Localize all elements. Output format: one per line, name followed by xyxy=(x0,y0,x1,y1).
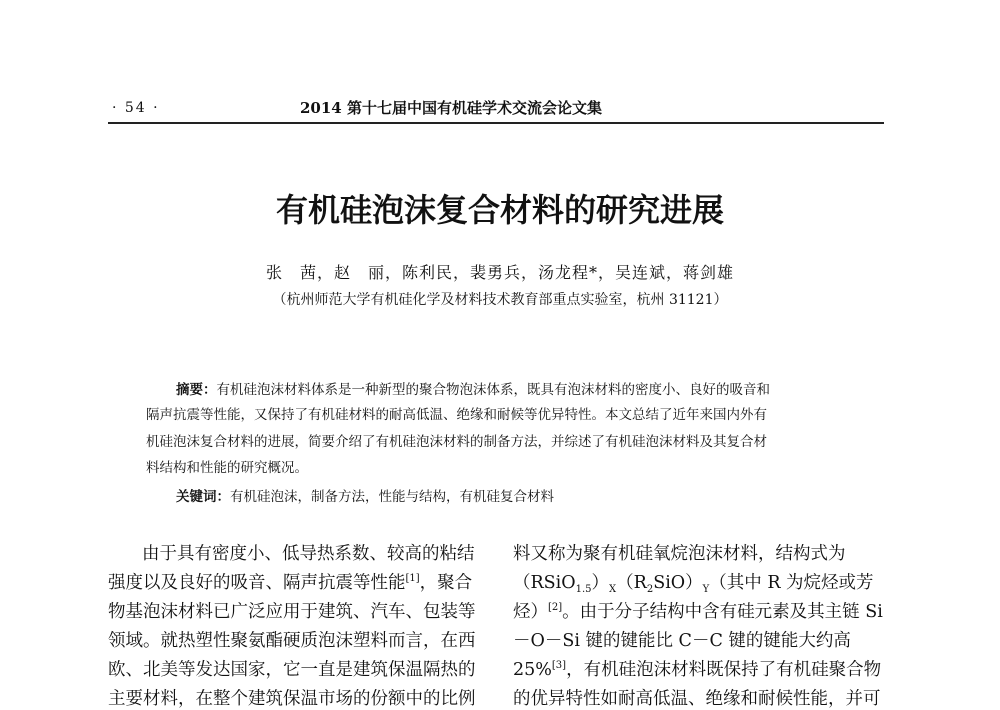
body-text-line: 领域。就热塑性聚氨酯硬质泡沫塑料而言，在西 xyxy=(108,631,476,651)
body-text-line: 欧、北美等发达国家，它一直是建筑保温隔热的 xyxy=(108,660,476,680)
header-rule xyxy=(108,122,884,124)
abstract-line xyxy=(176,378,770,398)
abstract-line: 机硅泡沫复合材料的进展，简要介绍了有机硅泡沫材料的制备方法，并综述了有机硅泡沫材料及其复合材 xyxy=(146,434,767,450)
formula-subscript: X xyxy=(609,584,617,595)
body-text-line xyxy=(513,656,881,681)
body-text-line xyxy=(108,569,472,594)
running-header: 2014 第十七届中国有机硅学术交流会论文集 xyxy=(300,99,602,117)
body-text-span: ，聚合 xyxy=(419,573,473,593)
affiliation: （杭州师范大学有机硅化学及材料技术教育部重点实验室，杭州 31121） xyxy=(272,292,728,308)
citation-ref: [3] xyxy=(551,660,567,671)
formula-part: （其中 R 为烷烃或芳 xyxy=(709,573,874,593)
page-number: · 54 · xyxy=(112,100,160,116)
abstract-line: 料结构和性能的研究概况。 xyxy=(146,460,308,476)
abstract-text: 有机硅泡沫材料体系是一种新型的聚合物泡沫体系，既具有泡沫材料的密度小、良好的吸音和 xyxy=(216,382,770,398)
formula-line xyxy=(513,569,874,595)
keywords-text: 有机硅泡沫，制备方法，性能与结构，有机硅复合材料 xyxy=(230,489,554,505)
formula-subscript: 2 xyxy=(646,584,654,595)
abstract-line: 隔声抗震等性能，又保持了有机硅材料的耐高低温、绝缘和耐候等优异特性。本文总结了近年来国内外有 xyxy=(146,407,767,423)
formula-part: （R xyxy=(616,573,647,593)
body-text-span: ，有机硅泡沫材料既保持了有机硅聚合物 xyxy=(566,660,882,680)
author-list: 张 茜，赵 丽，陈利民，裴勇兵，汤龙程*，吴连斌，蒋剑雄 xyxy=(265,263,734,282)
formula-part: ） xyxy=(591,573,610,593)
body-text-span: 强度以及良好的吸音、隔声抗震等性能 xyxy=(108,573,406,593)
citation-ref: [2] xyxy=(548,602,563,613)
paper-title: 有机硅泡沫复合材料的研究进展 xyxy=(275,191,724,229)
body-text-line: －O－Si 键的键能比 C－C 键的键能大约高 xyxy=(513,631,851,651)
keywords-line xyxy=(176,485,554,505)
formula-subscript: Y xyxy=(702,584,710,595)
body-text-line: 由于具有密度小、低导热系数、较高的粘结 xyxy=(142,544,475,564)
body-text-span: 烃） xyxy=(513,602,548,622)
body-text-line: 主要材料，在整个建筑保温市场的份额中的比例 xyxy=(108,689,476,709)
abstract-label: 摘要： xyxy=(176,382,217,398)
body-text-line: 料又称为聚有机硅氧烷泡沫材料，结构式为 xyxy=(513,544,846,564)
body-text-line: 物基泡沫材料已广泛应用于建筑、汽车、包装等 xyxy=(108,602,476,622)
formula-subscript: 1.5 xyxy=(575,584,592,595)
keywords-label: 关键词： xyxy=(176,489,230,505)
formula-part: SiO） xyxy=(653,573,703,593)
body-text-line xyxy=(513,598,883,623)
formula-part: （RSiO xyxy=(513,573,576,593)
body-text-span: 25% xyxy=(513,660,552,680)
body-text-span: 。由于分子结构中含有硅元素及其主链 Si xyxy=(562,602,883,622)
citation-ref: [1] xyxy=(405,573,420,584)
body-text-line: 的优异特性如耐高低温、绝缘和耐候性能，并可 xyxy=(513,689,881,709)
